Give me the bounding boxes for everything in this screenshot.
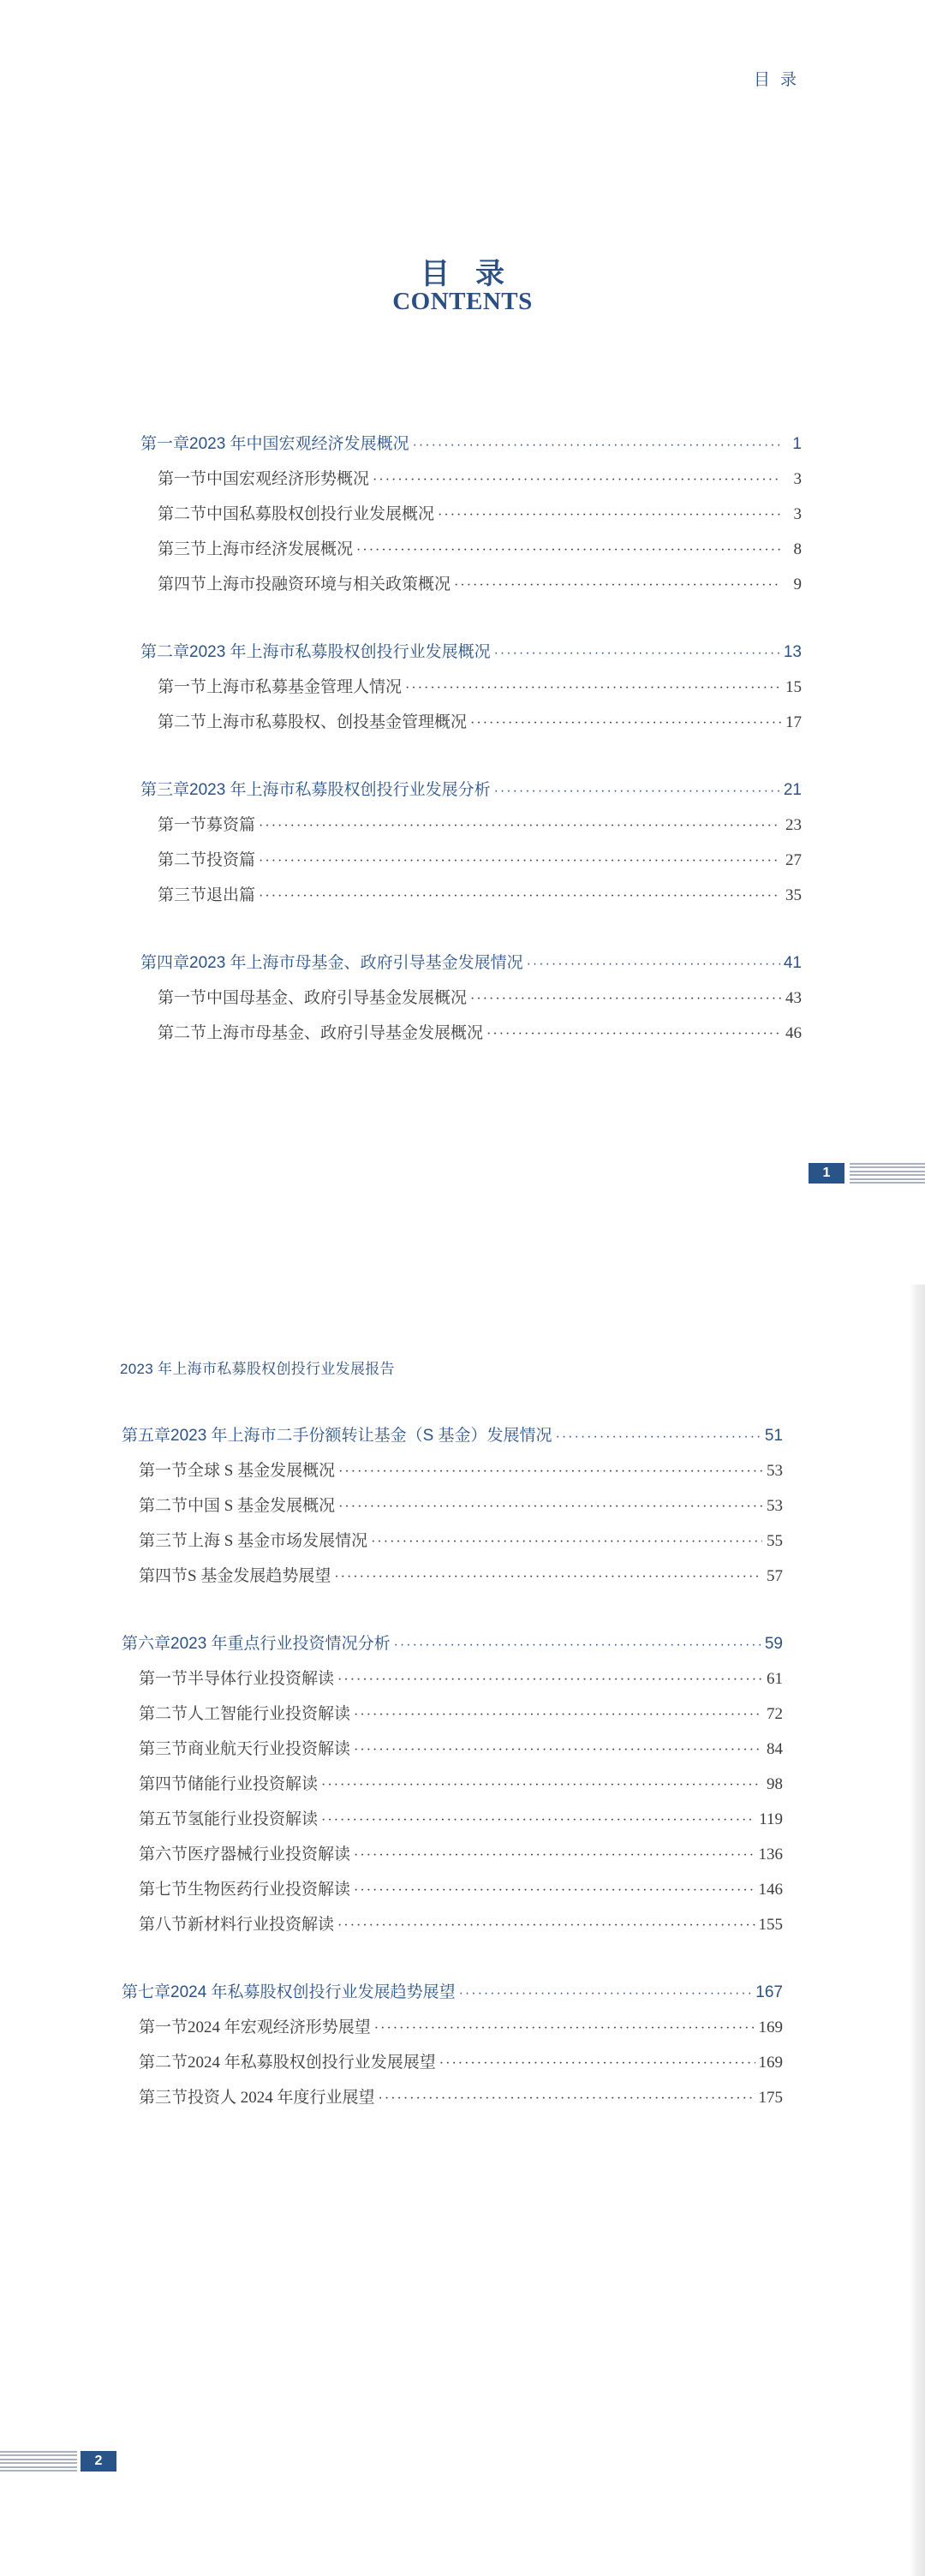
page-number: 61 (767, 1670, 783, 1688)
section-title: 中国私募股权创投行业发展概况 (206, 505, 435, 523)
page-number-badge: 2 (81, 2451, 116, 2472)
page-edge-shadow (910, 1285, 925, 2576)
section-number: 第二节 (158, 1024, 207, 1042)
page-number: 41 (783, 954, 802, 972)
chapter-title: 2023 年中国宏观经济发展概况 (189, 435, 409, 453)
chapter-block (122, 1626, 783, 1942)
toc-section-entry[interactable] (122, 1488, 783, 1524)
section-title: 上海市私募基金管理人情况 (206, 678, 403, 696)
chapter-title: 2023 年重点行业投资情况分析 (170, 1635, 391, 1653)
page-number: 8 (793, 540, 802, 558)
toc-section-entry[interactable] (122, 1732, 783, 1767)
page-number: 23 (785, 816, 802, 834)
section-number: 第七节 (139, 1881, 188, 1899)
dot-leader (334, 1559, 762, 1594)
running-head: 目录 (754, 71, 808, 89)
chapter-number: 第二章 (140, 643, 190, 661)
section-number: 第一节 (158, 816, 207, 834)
section-number: 第五节 (139, 1810, 188, 1828)
toc-section-entry[interactable] (140, 1016, 802, 1051)
section-title: S 基金发展趋势展望 (188, 1567, 331, 1585)
section-number: 第一节 (158, 678, 207, 696)
dot-leader (486, 1017, 781, 1051)
section-title: 2024 年宏观经济形势展望 (188, 2018, 371, 2036)
toc-chapter-entry[interactable] (140, 635, 802, 670)
section-title: 全球 S 基金发展概况 (188, 1462, 336, 1480)
dot-leader (356, 533, 781, 567)
toc-page-2 (0, 1285, 925, 2576)
page-number: 3 (793, 505, 802, 523)
section-number: 第一节 (139, 1462, 188, 1480)
dot-leader (337, 1662, 762, 1696)
section-number: 第四节 (158, 575, 207, 593)
section-title: 投资人 2024 年度行业展望 (188, 2089, 375, 2107)
dot-leader (338, 1454, 762, 1488)
toc-section-entry[interactable] (140, 981, 802, 1016)
dot-leader (374, 2011, 755, 2045)
section-title: 投资篇 (206, 851, 256, 869)
page-number: 21 (783, 781, 802, 799)
toc-page-1 (0, 0, 925, 1250)
section-number: 第一节 (139, 1670, 188, 1688)
dot-leader (556, 1419, 761, 1453)
toc-section-entry[interactable] (122, 1453, 783, 1488)
section-title: 募资篇 (206, 816, 256, 834)
dot-leader (494, 635, 780, 670)
section-title: 中国宏观经济形势概况 (206, 470, 370, 488)
running-head: 2023 年上海市私募股权创投行业发展报告 (120, 1361, 395, 1377)
page-number: 9 (793, 575, 802, 593)
section-number: 第二节 (139, 1705, 188, 1723)
toc-section-entry[interactable] (140, 532, 802, 567)
chapter-block (140, 426, 802, 602)
toc-section-entry[interactable] (122, 1559, 783, 1594)
section-title: 人工智能行业投资解读 (188, 1705, 351, 1723)
page-gap (0, 1250, 925, 1285)
toc-section-entry[interactable] (122, 1696, 783, 1732)
toc-section-entry[interactable] (140, 878, 802, 913)
section-number: 第二节 (139, 2054, 188, 2072)
chapter-title: 2023 年上海市私募股权创投行业发展分析 (189, 781, 491, 799)
page-number-badge: 1 (809, 1163, 844, 1184)
page-number: 169 (758, 2054, 783, 2072)
section-title: 中国 S 基金发展概况 (188, 1497, 336, 1515)
chapter-number: 第五章 (122, 1427, 171, 1445)
chapter-title: 2024 年私募股权创投行业发展趋势展望 (170, 1983, 456, 2001)
table-of-contents (140, 426, 802, 1083)
page-number: 51 (764, 1427, 783, 1445)
page-number: 167 (755, 1983, 783, 2001)
toc-section-entry[interactable] (140, 843, 802, 878)
section-number: 第八节 (139, 1916, 188, 1934)
dot-leader (459, 1976, 753, 2010)
dot-leader (259, 844, 781, 878)
chapter-number: 第七章 (122, 1983, 171, 2001)
page-number: 3 (793, 470, 802, 488)
table-of-contents (122, 1418, 783, 2148)
toc-section-entry[interactable] (122, 1767, 783, 1802)
page-number: 136 (758, 1846, 783, 1863)
section-title: 中国母基金、政府引导基金发展概况 (206, 989, 468, 1007)
page-number: 57 (767, 1567, 783, 1585)
chapter-block (140, 635, 802, 740)
folio-lines-decoration (850, 1163, 925, 1184)
page-subtitle: CONTENTS (392, 288, 533, 315)
toc-chapter-entry[interactable] (140, 772, 802, 808)
dot-leader (259, 808, 781, 843)
section-number: 第三节 (139, 1532, 188, 1550)
page-number: 53 (767, 1497, 783, 1515)
page-number: 43 (785, 989, 802, 1007)
page-number: 15 (785, 678, 802, 696)
section-number: 第二节 (158, 505, 207, 523)
toc-section-entry[interactable] (122, 1837, 783, 1872)
section-number: 第一节 (139, 2018, 188, 2036)
chapter-block (122, 1418, 783, 1594)
dot-leader (321, 1803, 755, 1837)
dot-leader (527, 946, 780, 981)
toc-chapter-entry[interactable] (140, 945, 802, 981)
section-title: 退出篇 (206, 886, 256, 904)
section-number: 第三节 (158, 886, 207, 904)
page-number: 59 (764, 1635, 783, 1653)
section-title: 氢能行业投资解读 (188, 1810, 319, 1828)
dot-leader (354, 1873, 755, 1907)
dot-leader (321, 1768, 762, 1802)
section-title: 新材料行业投资解读 (188, 1916, 335, 1934)
toc-section-entry[interactable] (122, 2010, 783, 2045)
dot-leader (454, 568, 781, 602)
section-number: 第四节 (139, 1775, 188, 1793)
dot-leader (413, 427, 781, 462)
section-title: 上海市投融资环境与相关政策概况 (206, 575, 451, 593)
toc-section-entry[interactable] (122, 1802, 783, 1837)
toc-chapter-entry[interactable] (122, 1418, 783, 1453)
dot-leader (354, 1732, 762, 1767)
page-number: 72 (767, 1705, 783, 1723)
page-folio (809, 1163, 925, 1182)
dot-leader (354, 1697, 762, 1732)
page-number: 55 (767, 1532, 783, 1550)
section-title: 商业航天行业投资解读 (188, 1740, 351, 1758)
toc-section-entry[interactable] (140, 808, 802, 843)
chapter-number: 第一章 (140, 435, 190, 453)
chapter-block (122, 1975, 783, 2115)
toc-section-entry[interactable] (140, 497, 802, 532)
page-number: 155 (758, 1916, 783, 1934)
dot-leader (494, 773, 780, 808)
toc-chapter-entry[interactable] (122, 1975, 783, 2010)
chapter-block (140, 772, 802, 913)
toc-section-entry[interactable] (140, 567, 802, 602)
section-number: 第三节 (139, 1740, 188, 1758)
dot-leader (354, 1838, 755, 1872)
section-number: 第四节 (139, 1567, 188, 1585)
page-folio (0, 2451, 116, 2470)
chapter-title: 2023 年上海市私募股权创投行业发展概况 (189, 643, 491, 661)
dot-leader (371, 1524, 762, 1559)
page-number: 175 (758, 2089, 783, 2107)
section-number: 第三节 (139, 2089, 188, 2107)
chapter-number: 第四章 (140, 954, 190, 972)
section-title: 上海市母基金、政府引导基金发展概况 (206, 1024, 484, 1042)
page-number: 17 (785, 713, 802, 731)
page-title: 目录 (421, 257, 530, 291)
toc-chapter-entry[interactable] (122, 1626, 783, 1661)
dot-leader (438, 498, 781, 532)
dot-leader (373, 462, 781, 497)
dot-leader (338, 1489, 762, 1524)
toc-chapter-entry[interactable] (140, 426, 802, 462)
section-number: 第二节 (158, 713, 207, 731)
section-title: 上海市经济发展概况 (206, 540, 354, 558)
section-title: 医疗器械行业投资解读 (188, 1846, 351, 1863)
toc-section-entry[interactable] (140, 462, 802, 497)
section-title: 生物医药行业投资解读 (188, 1881, 351, 1899)
dot-leader (379, 2081, 755, 2115)
page-number: 53 (767, 1462, 783, 1480)
section-number: 第一节 (158, 989, 207, 1007)
page-number: 1 (792, 435, 802, 453)
section-number: 第三节 (158, 540, 207, 558)
section-title: 2024 年私募股权创投行业发展展望 (188, 2054, 436, 2072)
toc-section-entry[interactable] (140, 705, 802, 740)
dot-leader (470, 706, 781, 740)
section-number: 第六节 (139, 1846, 188, 1863)
chapter-number: 第六章 (122, 1635, 171, 1653)
page-number: 146 (758, 1881, 783, 1899)
page-number: 13 (783, 643, 802, 661)
page-number: 46 (785, 1024, 802, 1042)
page-number: 27 (785, 851, 802, 869)
chapter-title: 2023 年上海市母基金、政府引导基金发展情况 (189, 954, 523, 972)
section-title: 上海市私募股权、创投基金管理概况 (206, 713, 468, 731)
section-title: 储能行业投资解读 (188, 1775, 319, 1793)
chapter-block (140, 945, 802, 1051)
dot-leader (405, 671, 781, 705)
chapter-number: 第三章 (140, 781, 190, 799)
section-number: 第一节 (158, 470, 207, 488)
section-title: 上海 S 基金市场发展情况 (188, 1532, 368, 1550)
page-number: 35 (785, 886, 802, 904)
dot-leader (439, 2046, 755, 2080)
page-number: 84 (767, 1740, 783, 1758)
section-number: 第二节 (158, 851, 207, 869)
chapter-title: 2023 年上海市二手份额转让基金（S 基金）发展情况 (170, 1427, 552, 1445)
dot-leader (337, 1908, 755, 1942)
section-number: 第二节 (139, 1497, 188, 1515)
toc-section-entry[interactable] (122, 1872, 783, 1907)
toc-section-entry[interactable] (122, 1661, 783, 1696)
page-number: 98 (767, 1775, 783, 1793)
section-title: 半导体行业投资解读 (188, 1670, 335, 1688)
dot-leader (394, 1627, 761, 1661)
toc-section-entry[interactable] (122, 2045, 783, 2080)
page-number: 119 (759, 1810, 783, 1828)
toc-section-entry[interactable] (122, 1524, 783, 1559)
folio-lines-decoration (0, 2451, 77, 2472)
dot-leader (470, 981, 781, 1016)
toc-section-entry[interactable] (140, 670, 802, 705)
page-number: 169 (758, 2018, 783, 2036)
toc-section-entry[interactable] (122, 2080, 783, 2115)
dot-leader (259, 879, 781, 913)
toc-section-entry[interactable] (122, 1907, 783, 1942)
